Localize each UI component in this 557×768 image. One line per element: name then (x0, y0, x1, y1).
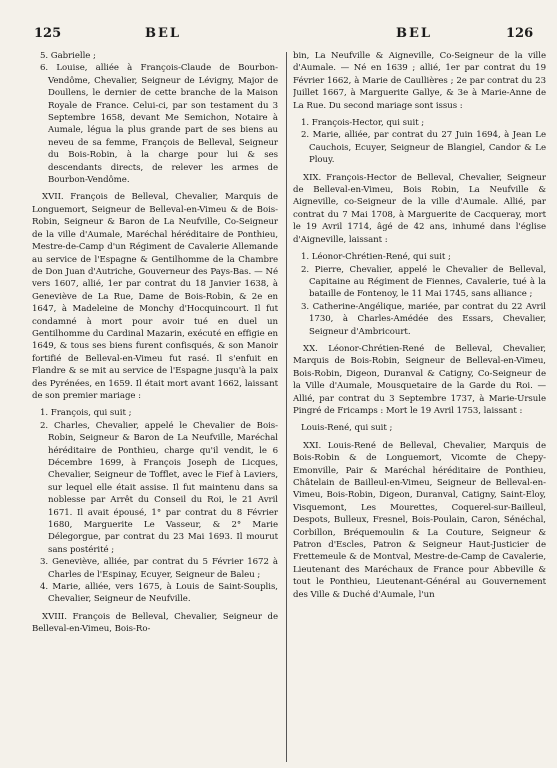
list-item: 1. François-Hector, qui suit ; (301, 118, 425, 129)
list-item: 3. Geneviève, alliée, par contrat du 5 Février 1672 à Charles de l'Espinay, Ecuyer, Seigneur de Baleu ; (40, 557, 278, 580)
generation-entry-xxi: XXI. Louis-René de Belleval, Chevalier, Marquis de Bois-Robin & de Longuemort, Vicomte de Chepy-Emonville, Pair & Maréchal héréditaire de Ponthieu, Châtelain de Bailleul-en-Vimeu, Seigneur de Belleval-en-Vimeu, Bois-Robin, Digeon, Duranval, Catigny, Saint-Eloy, Visquemont, Les Mourettes, Coquerel-sur-Bailleul, Despots, Bulleux, Fresnel, Bois-Poulain, Caron, Sénéchal, Corbillon, Bréquemoulin & La Couture, Seigneur & Patron d'Escles, Patron & Seigneur Haut-Justicier de Frettemeule & de Montval, Mestre-de-Camp de Cavalerie, Lieutenant des Maréchaux de France pour Abbeville & tout le Ponthieu, Lieutenant-Général au Gouvernement des Ville & Duché d'Aumale, l'un (293, 440, 546, 600)
generation-entry-xviii: XVIII. François de Belleval, Chevalier, Seigneur de Belleval-en-Vimeu, Bois-Ro- (32, 611, 278, 635)
generation-entry-xvii: XVII. François de Belleval, Chevalier, Marquis de Longuemort, Seigneur de Belleval-en-Vimeu & de Bois-Robin, Seigneur & Baron de La Neufville, Co-Seigneur de la ville d'Aumale, Maréchal héréditaire de Ponthieu, Mestre-de-Camp d'un Régiment de Cavalerie Allemande au service de l'Espagne & Gentilhomme de la Chambre de Don Juan d'Autriche, Gouverneur des Pays-Bas. — Né vers 1607, allié, 1er par contrat du 18 Janvier 1638, à Geneviève de La Rue, Dame de Bois-Robin, & 2e en 1647, à Madeleine de Monchy d'Hocquincourt. Il fut condamné à mort pour avoir tué en duel un Gentilhomme du Cardinal Mazarin, exécuté en effigie en 1649, & tous ses biens furent confisqués, & son Manoir fortifié de Belleval-en-Vimeu fut rasé. Il s'enfuit en Flandre & se mit au service de l'Espagne jusqu'à la paix des Pyrénées, en 1659. Il était mort avant 1662, laissant de son premier mariage : (32, 192, 278, 401)
list-item: 5. Gabrielle ; (40, 51, 96, 61)
list-item: 2. Marie, alliée, par contrat du 27 Juin 1694, à Jean Le Cauchois, Ecuyer, Seigneur de Blangiel, Candor & Le Plouy. (301, 130, 546, 166)
generation-entry-xviii-continued: bin, La Neufville & Aigneville, Co-Seigneur de la ville d'Aumale. — Né en 1639 ; allié, 1er par contrat du 19 Février 1662, à Marie de Caullières ; 2e par contrat du 23 Juillet 1667, à Marguerite Gallye, & 3e à Marie-Anne de La Rue. Du second mariage sont issus : (293, 51, 546, 111)
left-page-number: 125 (34, 26, 62, 41)
list-item: 4. Marie, alliée, vers 1675, à Louis de Saint-Souplis, Chevalier, Seigneur de Neufville. (40, 582, 278, 605)
generation-entry-xx: XX. Léonor-Chrétien-René de Belleval, Chevalier, Marquis de Bois-Robin, Seigneur de Belleval-en-Vimeu, Bois-Robin, Digeon, Duranval & Catigny, Co-Seigneur de la Ville d'Aumale, Mousquetaire de la Garde du Roi. — Allié, par contrat du 3 Septembre 1737, à Marie-Ursule Pingré de Fricamps : Mort le 19 Avril 1753, laissant : (293, 343, 546, 416)
generation-entry-xix: XIX. François-Hector de Belleval, Chevalier, Seigneur de Belleval-en-Vimeu, Bois Robin, La Neufville & Aigneville, co-Seigneur de la ville d'Aumale. Allié, par contrat du 7 Mai 1708, à Marguerite de Cacqueray, mort le 19 Avril 1714, âgé de 42 ans, inhumé dans l'église d'Aigneville, laissant : (293, 172, 546, 245)
right-column (293, 50, 546, 764)
right-page-number: 126 (506, 26, 534, 41)
list-item: 6. Louise, alliée à François-Claude de Bourbon-Vendôme, Chevalier, Seigneur de Lévigny, Major de Doullens, le dernier de cette branche de la Maison Royale de France. Celui-ci, par son testament du 3 Septembre 1658, devant Me Semichon, Notaire à Aumale, légua la plus grande part de ses biens au neveu de sa femme, François de Belleval, Seigneur du Bois-Robin, à la charge pour lui & ses descendants directs, de relever les armes de Bourbon-Vendôme. (40, 63, 278, 186)
list-item: 3. Catherine-Angélique, mariée, par contrat du 22 Avril 1730, à Charles-Amédée des Essars, Chevalier, Seigneur d'Ambricourt. (301, 301, 546, 337)
column-divider (286, 52, 287, 762)
list-item: 1. Léonor-Chrétien-René, qui suit ; (301, 252, 451, 263)
list-item: 2. Pierre, Chevalier, appelé le Chevalier de Belleval, Capitaine au Régiment de Fiennes, Cavalerie, tué à la bataille de Fontenoy, le 11 Mai 1745, sans alliance ; (301, 264, 546, 300)
right-running-head: BEL (396, 26, 433, 41)
list-item: Louis-René, qui suit ; (301, 423, 393, 434)
list-item: 1. François, qui suit ; (40, 408, 132, 419)
list-item: 2. Charles, Chevalier, appelé le Chevalier de Bois-Robin, Seigneur & Baron de La Neufville, Maréchal héréditaire de Ponthieu, charge qu'il vendit, le 6 Décembre 1699, à François Joseph de Licques, Chevalier, Seigneur de Tofflet, avec le Fief à Laviers, sur lequel elle était assise. Il fut maintenu dans sa noblesse par Arrêt du Conseil du Roi, le 21 Avril 1671. Il avait épousé, 1° par contrat du 8 Février 1680, Marguerite Le Vasseur, & 2° Marie Délegorgue, par contrat du 23 Mai 1693. Il mourut sans postérité ; (40, 420, 278, 555)
left-running-head: BEL (145, 26, 182, 41)
left-column (32, 50, 278, 764)
